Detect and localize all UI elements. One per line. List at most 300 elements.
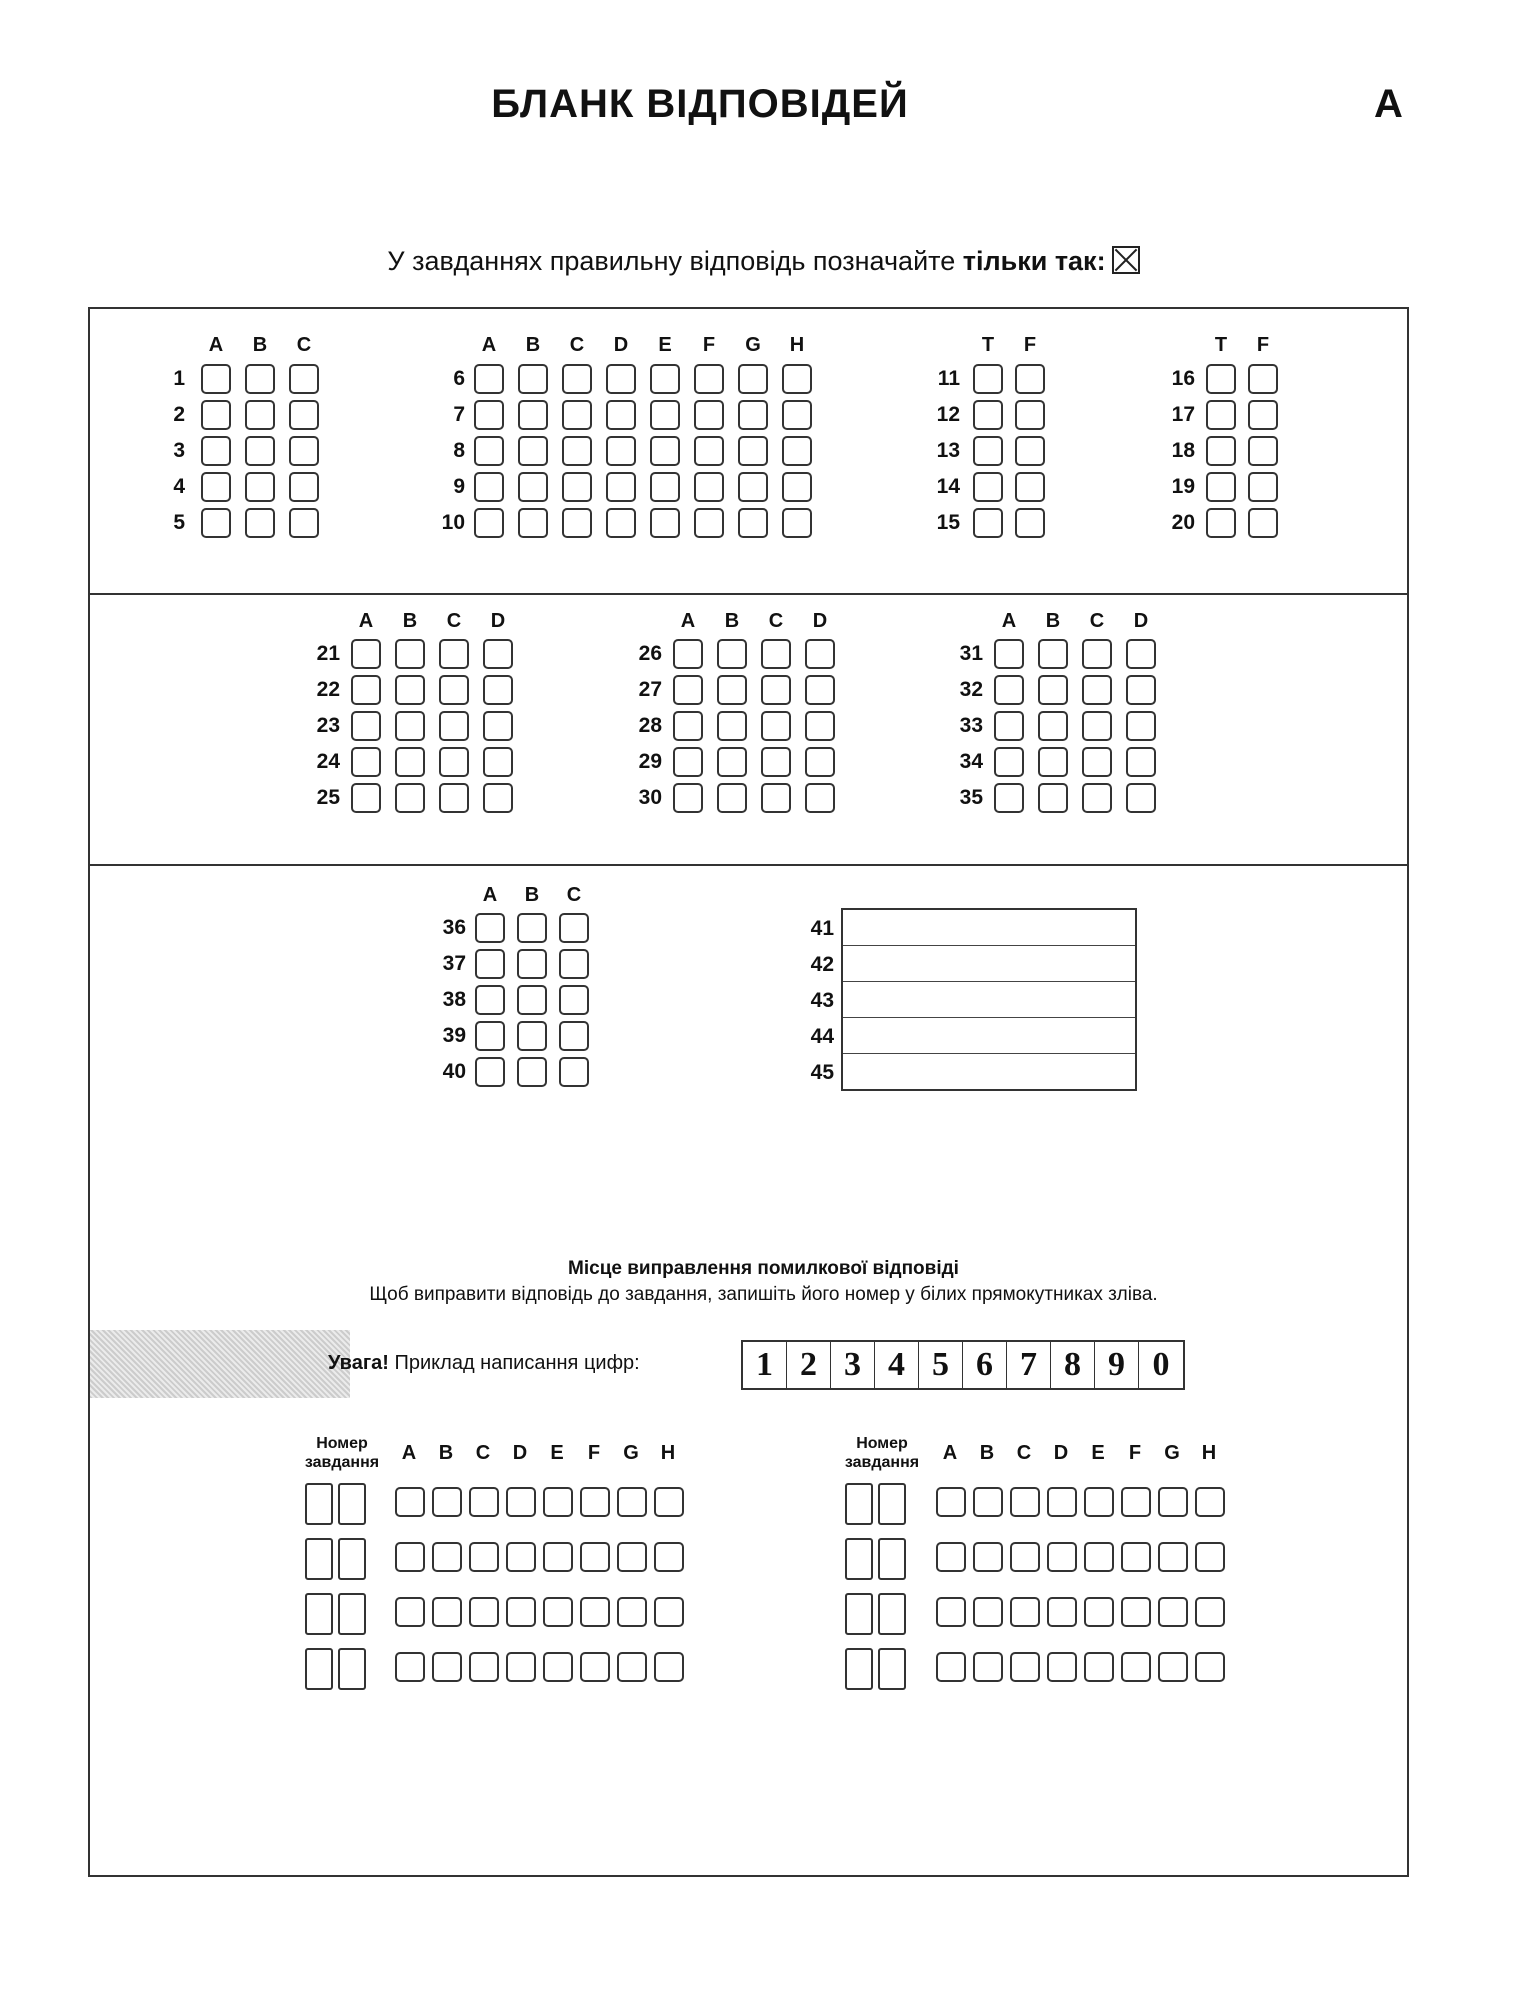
answer-checkbox[interactable] bbox=[562, 364, 592, 394]
answer-checkbox[interactable] bbox=[1082, 783, 1112, 813]
column-letter: T bbox=[1214, 334, 1228, 356]
answer-checkbox[interactable] bbox=[673, 639, 703, 669]
answer-checkbox[interactable] bbox=[395, 639, 425, 669]
answer-checkbox[interactable] bbox=[474, 472, 504, 502]
answer-checkbox[interactable] bbox=[673, 675, 703, 705]
answer-checkbox[interactable] bbox=[245, 400, 275, 430]
task-number-field[interactable] bbox=[845, 1483, 873, 1525]
correction-checkbox[interactable] bbox=[469, 1652, 499, 1682]
column-letter: B bbox=[402, 610, 418, 632]
answer-checkbox[interactable] bbox=[201, 364, 231, 394]
column-letter: D bbox=[1133, 610, 1149, 632]
answer-checkbox[interactable] bbox=[606, 400, 636, 430]
task-number-field[interactable] bbox=[845, 1593, 873, 1635]
answer-checkbox[interactable] bbox=[483, 675, 513, 705]
column-letter: B bbox=[524, 884, 540, 906]
answer-checkbox[interactable] bbox=[395, 783, 425, 813]
answer-checkbox[interactable] bbox=[761, 711, 791, 741]
correction-checkbox[interactable] bbox=[432, 1487, 462, 1517]
answer-checkbox[interactable] bbox=[1082, 711, 1112, 741]
answer-checkbox[interactable] bbox=[439, 639, 469, 669]
column-letter: A bbox=[208, 334, 224, 356]
answer-checkbox[interactable] bbox=[559, 1057, 589, 1087]
task-number-field[interactable] bbox=[338, 1538, 366, 1580]
answer-checkbox[interactable] bbox=[201, 472, 231, 502]
answer-checkbox[interactable] bbox=[650, 472, 680, 502]
correction-checkbox[interactable] bbox=[543, 1487, 573, 1517]
answer-checkbox[interactable] bbox=[673, 747, 703, 777]
correction-checkbox[interactable] bbox=[936, 1652, 966, 1682]
correction-title: Місце виправлення помилкової відповіді bbox=[568, 1258, 959, 1279]
answer-checkbox[interactable] bbox=[994, 783, 1024, 813]
answer-checkbox[interactable] bbox=[994, 711, 1024, 741]
question-number: 20 bbox=[1171, 511, 1195, 534]
answer-checkbox[interactable] bbox=[351, 639, 381, 669]
answer-checkbox[interactable] bbox=[606, 364, 636, 394]
column-letter: A bbox=[481, 334, 497, 356]
correction-checkbox[interactable] bbox=[936, 1597, 966, 1627]
answer-checkbox[interactable] bbox=[562, 436, 592, 466]
answer-checkbox[interactable] bbox=[650, 508, 680, 538]
digit-sample-cell: 7 bbox=[1007, 1342, 1051, 1388]
task-number-field[interactable] bbox=[878, 1593, 906, 1635]
column-letter: C bbox=[1016, 1442, 1032, 1464]
question-number: 29 bbox=[638, 750, 662, 773]
column-letter: A bbox=[942, 1442, 958, 1464]
correction-checkbox[interactable] bbox=[1084, 1487, 1114, 1517]
column-letter: C bbox=[768, 610, 784, 632]
answer-checkbox[interactable] bbox=[1038, 783, 1068, 813]
question-number: 25 bbox=[316, 786, 340, 809]
answer-checkbox[interactable] bbox=[805, 783, 835, 813]
correction-checkbox[interactable] bbox=[617, 1487, 647, 1517]
correction-checkbox[interactable] bbox=[617, 1542, 647, 1572]
answer-checkbox[interactable] bbox=[1038, 711, 1068, 741]
answer-checkbox[interactable] bbox=[518, 472, 548, 502]
question-number: 33 bbox=[959, 714, 983, 737]
answer-checkbox[interactable] bbox=[1248, 508, 1278, 538]
answer-checkbox[interactable] bbox=[1082, 747, 1112, 777]
correction-checkbox[interactable] bbox=[1158, 1652, 1188, 1682]
answer-checkbox[interactable] bbox=[475, 949, 505, 979]
answer-checkbox[interactable] bbox=[782, 472, 812, 502]
answer-checkbox[interactable] bbox=[805, 675, 835, 705]
answer-checkbox[interactable] bbox=[973, 508, 1003, 538]
answer-checkbox[interactable] bbox=[717, 747, 747, 777]
question-number: 5 bbox=[173, 511, 185, 534]
answer-checkbox[interactable] bbox=[559, 985, 589, 1015]
column-letter: G bbox=[1164, 1442, 1180, 1464]
correction-checkbox[interactable] bbox=[395, 1487, 425, 1517]
answer-checkbox[interactable] bbox=[1206, 472, 1236, 502]
answer-checkbox[interactable] bbox=[439, 747, 469, 777]
question-number: 9 bbox=[453, 475, 465, 498]
answer-checkbox[interactable] bbox=[1248, 364, 1278, 394]
question-number: 8 bbox=[453, 439, 465, 462]
correction-checkbox[interactable] bbox=[580, 1597, 610, 1627]
task-number-field[interactable] bbox=[878, 1648, 906, 1690]
answer-checkbox[interactable] bbox=[518, 508, 548, 538]
answer-checkbox[interactable] bbox=[650, 364, 680, 394]
column-letter: D bbox=[812, 610, 828, 632]
answer-checkbox[interactable] bbox=[738, 508, 768, 538]
answer-checkbox[interactable] bbox=[694, 436, 724, 466]
column-letter: G bbox=[745, 334, 761, 356]
answer-checkbox[interactable] bbox=[1126, 639, 1156, 669]
digit-sample bbox=[741, 1340, 1185, 1390]
column-letter: F bbox=[587, 1442, 601, 1464]
correction-checkbox[interactable] bbox=[432, 1652, 462, 1682]
answer-checkbox[interactable] bbox=[517, 1057, 547, 1087]
correction-checkbox[interactable] bbox=[432, 1597, 462, 1627]
correction-checkbox[interactable] bbox=[580, 1652, 610, 1682]
answer-checkbox[interactable] bbox=[1015, 472, 1045, 502]
correction-checkbox[interactable] bbox=[1047, 1597, 1077, 1627]
digit-sample-cell: 4 bbox=[875, 1342, 919, 1388]
answer-checkbox[interactable] bbox=[474, 364, 504, 394]
correction-checkbox[interactable] bbox=[1047, 1542, 1077, 1572]
task-number-label-line2: завдання bbox=[844, 1454, 920, 1471]
open-answer-box[interactable] bbox=[841, 908, 1137, 1091]
answer-checkbox[interactable] bbox=[245, 364, 275, 394]
question-number: 19 bbox=[1171, 475, 1195, 498]
answer-checkbox[interactable] bbox=[289, 436, 319, 466]
answer-checkbox[interactable] bbox=[351, 711, 381, 741]
task-number-field[interactable] bbox=[845, 1648, 873, 1690]
answer-checkbox[interactable] bbox=[562, 508, 592, 538]
correction-checkbox[interactable] bbox=[543, 1597, 573, 1627]
answer-checkbox[interactable] bbox=[1038, 747, 1068, 777]
correction-checkbox[interactable] bbox=[1158, 1542, 1188, 1572]
open-answer-line[interactable] bbox=[843, 1054, 1135, 1090]
answer-checkbox[interactable] bbox=[439, 675, 469, 705]
answer-checkbox[interactable] bbox=[805, 639, 835, 669]
answer-checkbox[interactable] bbox=[562, 400, 592, 430]
section-divider-2 bbox=[88, 864, 1409, 866]
answer-checkbox[interactable] bbox=[1248, 472, 1278, 502]
column-letter: B bbox=[438, 1442, 454, 1464]
answer-checkbox[interactable] bbox=[738, 364, 768, 394]
correction-checkbox[interactable] bbox=[469, 1487, 499, 1517]
digit-sample-cell: 2 bbox=[787, 1342, 831, 1388]
answer-checkbox[interactable] bbox=[717, 675, 747, 705]
answer-checkbox[interactable] bbox=[1206, 436, 1236, 466]
answer-checkbox[interactable] bbox=[694, 400, 724, 430]
answer-checkbox[interactable] bbox=[694, 508, 724, 538]
answer-checkbox[interactable] bbox=[1206, 364, 1236, 394]
answer-checkbox[interactable] bbox=[559, 1021, 589, 1051]
answer-checkbox[interactable] bbox=[289, 472, 319, 502]
correction-checkbox[interactable] bbox=[973, 1652, 1003, 1682]
question-number: 15 bbox=[936, 511, 960, 534]
correction-subtitle: Щоб виправити відповідь до завдання, запишіть його номер у білих прямокутниках зліва. bbox=[369, 1284, 1158, 1305]
correction-checkbox[interactable] bbox=[973, 1487, 1003, 1517]
open-answer-line[interactable] bbox=[843, 910, 1135, 946]
correction-checkbox[interactable] bbox=[506, 1542, 536, 1572]
correction-checkbox[interactable] bbox=[1010, 1652, 1040, 1682]
column-letter: E bbox=[550, 1442, 564, 1464]
answer-checkbox[interactable] bbox=[351, 747, 381, 777]
answer-checkbox[interactable] bbox=[694, 364, 724, 394]
answer-checkbox[interactable] bbox=[289, 400, 319, 430]
answer-checkbox[interactable] bbox=[1206, 400, 1236, 430]
correction-checkbox[interactable] bbox=[1010, 1542, 1040, 1572]
task-number-field[interactable] bbox=[878, 1538, 906, 1580]
answer-checkbox[interactable] bbox=[517, 913, 547, 943]
answer-checkbox[interactable] bbox=[474, 508, 504, 538]
answer-checkbox[interactable] bbox=[650, 436, 680, 466]
correction-checkbox[interactable] bbox=[1121, 1487, 1151, 1517]
task-number-field[interactable] bbox=[305, 1538, 333, 1580]
column-letter: B bbox=[252, 334, 268, 356]
answer-checkbox[interactable] bbox=[439, 711, 469, 741]
answer-checkbox[interactable] bbox=[475, 985, 505, 1015]
answer-checkbox[interactable] bbox=[738, 472, 768, 502]
question-number: 36 bbox=[442, 916, 466, 939]
open-answer-line[interactable] bbox=[843, 946, 1135, 982]
answer-checkbox[interactable] bbox=[245, 508, 275, 538]
answer-checkbox[interactable] bbox=[606, 472, 636, 502]
answer-checkbox[interactable] bbox=[1082, 675, 1112, 705]
answer-checkbox[interactable] bbox=[782, 364, 812, 394]
answer-checkbox[interactable] bbox=[606, 436, 636, 466]
question-number: 41 bbox=[810, 917, 834, 940]
correction-checkbox[interactable] bbox=[543, 1542, 573, 1572]
answer-checkbox[interactable] bbox=[761, 783, 791, 813]
answer-checkbox[interactable] bbox=[606, 508, 636, 538]
answer-checkbox[interactable] bbox=[245, 436, 275, 466]
answer-checkbox[interactable] bbox=[973, 436, 1003, 466]
answer-checkbox[interactable] bbox=[289, 364, 319, 394]
question-number: 40 bbox=[442, 1060, 466, 1083]
answer-checkbox[interactable] bbox=[782, 400, 812, 430]
answer-checkbox[interactable] bbox=[1038, 675, 1068, 705]
answer-checkbox[interactable] bbox=[517, 1021, 547, 1051]
answer-checkbox[interactable] bbox=[395, 675, 425, 705]
question-number: 1 bbox=[173, 367, 185, 390]
column-letter: B bbox=[724, 610, 740, 632]
correction-checkbox[interactable] bbox=[1121, 1652, 1151, 1682]
answer-checkbox[interactable] bbox=[201, 436, 231, 466]
correction-checkbox[interactable] bbox=[936, 1487, 966, 1517]
answer-checkbox[interactable] bbox=[559, 913, 589, 943]
correction-checkbox[interactable] bbox=[506, 1597, 536, 1627]
answer-checkbox[interactable] bbox=[351, 783, 381, 813]
question-number: 4 bbox=[173, 475, 185, 498]
question-number: 2 bbox=[173, 403, 185, 426]
answer-checkbox[interactable] bbox=[1015, 364, 1045, 394]
task-number-field[interactable] bbox=[305, 1593, 333, 1635]
answer-checkbox[interactable] bbox=[717, 639, 747, 669]
correction-checkbox[interactable] bbox=[617, 1597, 647, 1627]
correction-checkbox[interactable] bbox=[1195, 1542, 1225, 1572]
column-letter: F bbox=[1023, 334, 1037, 356]
column-letter: B bbox=[1045, 610, 1061, 632]
question-number: 23 bbox=[316, 714, 340, 737]
correction-checkbox[interactable] bbox=[506, 1652, 536, 1682]
answer-checkbox[interactable] bbox=[1248, 436, 1278, 466]
answer-checkbox[interactable] bbox=[673, 711, 703, 741]
answer-checkbox[interactable] bbox=[650, 400, 680, 430]
correction-checkbox[interactable] bbox=[617, 1652, 647, 1682]
answer-checkbox[interactable] bbox=[1126, 783, 1156, 813]
answer-checkbox[interactable] bbox=[1206, 508, 1236, 538]
answer-checkbox[interactable] bbox=[395, 711, 425, 741]
correction-checkbox[interactable] bbox=[469, 1597, 499, 1627]
answer-checkbox[interactable] bbox=[761, 747, 791, 777]
correction-checkbox[interactable] bbox=[1158, 1597, 1188, 1627]
answer-checkbox[interactable] bbox=[395, 747, 425, 777]
answer-checkbox[interactable] bbox=[518, 400, 548, 430]
answer-checkbox[interactable] bbox=[517, 949, 547, 979]
correction-checkbox[interactable] bbox=[506, 1487, 536, 1517]
answer-checkbox[interactable] bbox=[475, 1057, 505, 1087]
correction-checkbox[interactable] bbox=[1010, 1487, 1040, 1517]
column-letter: B bbox=[979, 1442, 995, 1464]
correction-checkbox[interactable] bbox=[973, 1597, 1003, 1627]
answer-checkbox[interactable] bbox=[483, 747, 513, 777]
answer-checkbox[interactable] bbox=[474, 436, 504, 466]
digit-sample-cell: 3 bbox=[831, 1342, 875, 1388]
correction-checkbox[interactable] bbox=[395, 1542, 425, 1572]
answer-checkbox[interactable] bbox=[245, 472, 275, 502]
correction-checkbox[interactable] bbox=[1084, 1542, 1114, 1572]
answer-checkbox[interactable] bbox=[1015, 436, 1045, 466]
answer-checkbox[interactable] bbox=[518, 436, 548, 466]
answer-checkbox[interactable] bbox=[562, 472, 592, 502]
open-answer-line[interactable] bbox=[843, 1018, 1135, 1054]
correction-checkbox[interactable] bbox=[654, 1542, 684, 1572]
answer-checkbox[interactable] bbox=[973, 364, 1003, 394]
question-number: 34 bbox=[959, 750, 983, 773]
answer-checkbox[interactable] bbox=[201, 400, 231, 430]
correction-checkbox[interactable] bbox=[1121, 1542, 1151, 1572]
answer-checkbox[interactable] bbox=[717, 783, 747, 813]
correction-checkbox[interactable] bbox=[936, 1542, 966, 1572]
warning-text: Приклад написання цифр: bbox=[388, 1352, 640, 1374]
answer-checkbox[interactable] bbox=[673, 783, 703, 813]
digit-sample-cell: 8 bbox=[1051, 1342, 1095, 1388]
task-number-field[interactable] bbox=[305, 1483, 333, 1525]
column-letter: T bbox=[981, 334, 995, 356]
answer-checkbox[interactable] bbox=[1126, 711, 1156, 741]
correction-checkbox[interactable] bbox=[1047, 1487, 1077, 1517]
answer-checkbox[interactable] bbox=[439, 783, 469, 813]
task-number-field[interactable] bbox=[305, 1648, 333, 1690]
answer-checkbox[interactable] bbox=[805, 747, 835, 777]
question-number: 22 bbox=[316, 678, 340, 701]
task-number-field[interactable] bbox=[338, 1593, 366, 1635]
answer-checkbox[interactable] bbox=[289, 508, 319, 538]
column-letter: A bbox=[358, 610, 374, 632]
correction-checkbox[interactable] bbox=[395, 1652, 425, 1682]
answer-checkbox[interactable] bbox=[782, 436, 812, 466]
correction-checkbox[interactable] bbox=[1010, 1597, 1040, 1627]
correction-checkbox[interactable] bbox=[432, 1542, 462, 1572]
answer-checkbox[interactable] bbox=[351, 675, 381, 705]
answer-checkbox[interactable] bbox=[1015, 400, 1045, 430]
answer-checkbox[interactable] bbox=[201, 508, 231, 538]
correction-checkbox[interactable] bbox=[580, 1542, 610, 1572]
answer-checkbox[interactable] bbox=[518, 364, 548, 394]
answer-checkbox[interactable] bbox=[1015, 508, 1045, 538]
answer-checkbox[interactable] bbox=[1126, 747, 1156, 777]
answer-checkbox[interactable] bbox=[805, 711, 835, 741]
correction-checkbox[interactable] bbox=[654, 1487, 684, 1517]
column-letter: D bbox=[512, 1442, 528, 1464]
answer-checkbox[interactable] bbox=[782, 508, 812, 538]
task-number-field[interactable] bbox=[338, 1648, 366, 1690]
correction-checkbox[interactable] bbox=[580, 1487, 610, 1517]
column-letter: B bbox=[525, 334, 541, 356]
warning bbox=[328, 1352, 640, 1375]
answer-checkbox[interactable] bbox=[761, 675, 791, 705]
correction-checkbox[interactable] bbox=[654, 1597, 684, 1627]
answer-checkbox[interactable] bbox=[559, 949, 589, 979]
task-number-field[interactable] bbox=[845, 1538, 873, 1580]
correction-checkbox[interactable] bbox=[1121, 1597, 1151, 1627]
answer-checkbox[interactable] bbox=[994, 675, 1024, 705]
task-number-field[interactable] bbox=[878, 1483, 906, 1525]
task-number-field[interactable] bbox=[338, 1483, 366, 1525]
answer-checkbox[interactable] bbox=[1038, 639, 1068, 669]
answer-checkbox[interactable] bbox=[474, 400, 504, 430]
answer-checkbox[interactable] bbox=[475, 1021, 505, 1051]
correction-checkbox[interactable] bbox=[1195, 1652, 1225, 1682]
answer-checkbox[interactable] bbox=[1248, 400, 1278, 430]
correction-checkbox[interactable] bbox=[395, 1597, 425, 1627]
question-number: 17 bbox=[1171, 403, 1195, 426]
variant-letter: А bbox=[1374, 82, 1403, 126]
correction-checkbox[interactable] bbox=[1195, 1597, 1225, 1627]
answer-checkbox[interactable] bbox=[517, 985, 547, 1015]
answer-checkbox[interactable] bbox=[973, 472, 1003, 502]
correction-checkbox[interactable] bbox=[1195, 1487, 1225, 1517]
answer-checkbox[interactable] bbox=[973, 400, 1003, 430]
instruction-text: У завданнях правильну відповідь позначайте bbox=[387, 246, 963, 276]
correction-checkbox[interactable] bbox=[469, 1542, 499, 1572]
correction-checkbox[interactable] bbox=[654, 1652, 684, 1682]
question-number: 45 bbox=[810, 1061, 834, 1084]
answer-checkbox[interactable] bbox=[1126, 675, 1156, 705]
correction-checkbox[interactable] bbox=[543, 1652, 573, 1682]
answer-checkbox[interactable] bbox=[761, 639, 791, 669]
answer-checkbox[interactable] bbox=[994, 747, 1024, 777]
column-letter: F bbox=[1128, 1442, 1142, 1464]
correction-checkbox[interactable] bbox=[1084, 1652, 1114, 1682]
answer-checkbox[interactable] bbox=[1082, 639, 1112, 669]
answer-checkbox[interactable] bbox=[717, 711, 747, 741]
correction-checkbox[interactable] bbox=[1158, 1487, 1188, 1517]
answer-checkbox[interactable] bbox=[738, 436, 768, 466]
answer-checkbox[interactable] bbox=[738, 400, 768, 430]
answer-checkbox[interactable] bbox=[994, 639, 1024, 669]
answer-checkbox[interactable] bbox=[475, 913, 505, 943]
correction-checkbox[interactable] bbox=[1047, 1652, 1077, 1682]
question-number: 38 bbox=[442, 988, 466, 1011]
answer-checkbox[interactable] bbox=[483, 783, 513, 813]
question-number: 24 bbox=[316, 750, 340, 773]
answer-checkbox[interactable] bbox=[483, 711, 513, 741]
instruction-emphasis: тільки так: bbox=[962, 246, 1106, 276]
answer-checkbox[interactable] bbox=[483, 639, 513, 669]
correction-checkbox[interactable] bbox=[973, 1542, 1003, 1572]
question-number: 21 bbox=[316, 642, 340, 665]
correction-checkbox[interactable] bbox=[1084, 1597, 1114, 1627]
answer-checkbox[interactable] bbox=[694, 472, 724, 502]
open-answer-line[interactable] bbox=[843, 982, 1135, 1018]
column-letter: H bbox=[1201, 1442, 1217, 1464]
